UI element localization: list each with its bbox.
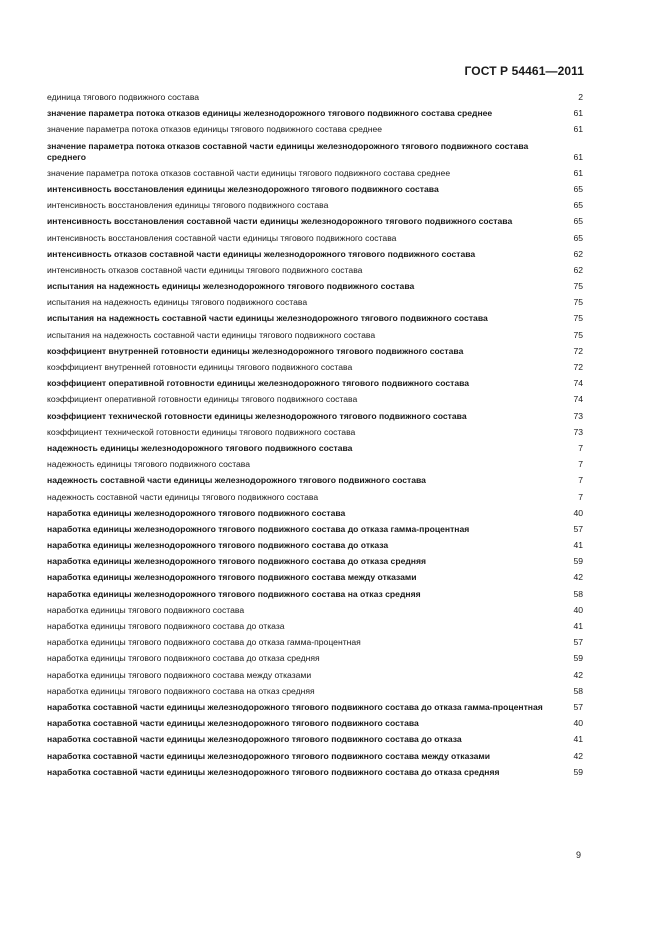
index-page-ref: 7 [578, 442, 583, 453]
index-entry [47, 524, 583, 535]
index-page-ref: 65 [573, 232, 583, 243]
index-page-ref: 72 [573, 345, 583, 356]
index-entry [47, 141, 583, 163]
index-term: наработка единицы железнодорожного тягового подвижного состава на отказ средняя [47, 588, 421, 599]
index-page-ref: 75 [573, 313, 583, 324]
index-entry [47, 637, 583, 648]
index-term: значение параметра потока отказов составной части единицы тягового подвижного состава среднее [47, 167, 451, 178]
index-page-ref: 7 [578, 459, 583, 470]
index-entry [47, 459, 583, 470]
index-term: коэффициент оперативной готовности единицы тягового подвижного состава [47, 394, 358, 405]
index-term: значение параметра потока отказов составной части единицы железнодорожного тягового подвижного состава среднего [47, 140, 529, 162]
index-page-ref: 75 [573, 329, 583, 340]
index-page-ref: 41 [573, 540, 583, 551]
index-entry [47, 394, 583, 405]
index-term: надежность единицы тягового подвижного состава [47, 459, 251, 470]
index-entry [47, 281, 583, 292]
index-page-ref: 61 [573, 167, 583, 178]
index-entry [47, 233, 583, 244]
index-term: наработка единицы железнодорожного тягового подвижного состава между отказами [47, 572, 417, 583]
index-term: коэффициент внутренней готовности единицы тягового подвижного состава [47, 362, 353, 372]
index-term: коэффициент технической готовности единицы тягового подвижного состава [47, 426, 356, 437]
index-term: коэффициент технической готовности единицы железнодорожного тягового подвижного состава [47, 410, 467, 421]
index-entry [47, 556, 583, 567]
index-term: наработка единицы тягового подвижного состава до отказа средняя [47, 653, 320, 664]
index-entry [47, 734, 583, 745]
index-entry [47, 572, 583, 583]
index-page-ref: 73 [573, 410, 583, 421]
index-page-ref: 65 [573, 200, 583, 211]
index-page-ref: 75 [573, 297, 583, 308]
document-header: ГОСТ Р 54461—2011 [464, 64, 584, 78]
index-term: значение параметра потока отказов единицы железнодорожного тягового подвижного состава среднее [47, 108, 493, 119]
index-page-ref: 59 [573, 766, 583, 777]
index-page-ref: 65 [573, 183, 583, 194]
index-term: наработка составной части единицы железнодорожного тягового подвижного состава до отказа гамма-процентная [47, 701, 543, 712]
index-entry [47, 184, 583, 195]
index-term: наработка единицы тягового подвижного состава на отказ средняя [47, 685, 315, 696]
index-entry [47, 346, 583, 357]
index-page-ref: 61 [573, 151, 583, 162]
index-entry [47, 605, 583, 616]
index-entry [47, 540, 583, 551]
index-entry [47, 200, 583, 211]
index-entry [47, 443, 583, 454]
index-term: надежность единицы железнодорожного тягового подвижного состава [47, 442, 353, 453]
index-entry [47, 265, 583, 276]
index-entry [47, 427, 583, 438]
index-term: наработка единицы тягового подвижного состава [47, 604, 245, 615]
index-page-ref: 41 [573, 621, 583, 631]
index-entry [47, 686, 583, 697]
index-term: наработка составной части единицы железнодорожного тягового подвижного состава до отказа средняя [47, 766, 500, 777]
index-page-ref: 7 [578, 491, 583, 502]
index-entry [47, 475, 583, 486]
index-entry [47, 702, 583, 713]
index-term: значение параметра потока отказов единицы тягового подвижного состава среднее [47, 124, 383, 135]
index-term: интенсивность отказов составной части единицы тягового подвижного состава [47, 264, 363, 275]
index-entry [47, 670, 583, 681]
index-page-ref: 40 [573, 718, 583, 729]
index-term: испытания на надежность составной части единицы железнодорожного тягового подвижного состава [47, 313, 488, 324]
index-entry [47, 767, 583, 778]
index-term: наработка единицы тягового подвижного состава между отказами [47, 669, 312, 680]
index-page-ref: 62 [573, 264, 583, 275]
index-term: интенсивность восстановления составной части единицы железнодорожного тягового подвижного состава [47, 216, 513, 227]
index-page-ref: 73 [573, 426, 583, 437]
index-entry [47, 589, 583, 600]
index-term: испытания на надежность составной части единицы тягового подвижного состава [47, 329, 376, 340]
index-page-ref: 2 [578, 92, 583, 102]
index-page-ref: 57 [573, 523, 583, 534]
index-term: наработка единицы тягового подвижного состава до отказа гамма-процентная [47, 637, 361, 648]
index-page-ref: 42 [573, 750, 583, 761]
index-term: единица тягового подвижного состава [47, 92, 200, 102]
index-page-ref: 40 [573, 604, 583, 615]
index-page-ref: 41 [573, 734, 583, 745]
index-entry [47, 297, 583, 308]
index-page-ref: 75 [573, 281, 583, 292]
index-entry [47, 108, 583, 119]
index-page-ref: 40 [573, 507, 583, 518]
index-entry [47, 362, 583, 373]
index-entry [47, 751, 583, 762]
index-page-ref: 72 [573, 362, 583, 372]
index-entry [47, 411, 583, 422]
index-term: наработка составной части единицы железнодорожного тягового подвижного состава [47, 718, 419, 729]
term-index [47, 92, 583, 783]
index-term: интенсивность восстановления единицы железнодорожного тягового подвижного состава [47, 183, 439, 194]
index-term: надежность составной части единицы железнодорожного тягового подвижного состава [47, 475, 426, 486]
index-entry [47, 653, 583, 664]
index-term: наработка составной части единицы железнодорожного тягового подвижного состава между отказами [47, 750, 491, 761]
index-entry [47, 718, 583, 729]
index-page-ref: 58 [573, 685, 583, 696]
index-term: наработка единицы железнодорожного тягового подвижного состава до отказа гамма-процентная [47, 523, 470, 534]
index-entry [47, 124, 583, 135]
index-term: коэффициент внутренней готовности единицы железнодорожного тягового подвижного состава [47, 345, 464, 356]
index-page-ref: 59 [573, 653, 583, 664]
index-page-ref: 59 [573, 556, 583, 567]
index-page-ref: 57 [573, 701, 583, 712]
index-entry [47, 313, 583, 324]
index-entry [47, 508, 583, 519]
index-entry [47, 92, 583, 103]
index-entry [47, 330, 583, 341]
index-term: наработка составной части единицы железнодорожного тягового подвижного состава до отказа [47, 734, 462, 745]
index-entry [47, 249, 583, 260]
index-page-ref: 62 [573, 248, 583, 259]
index-page-ref: 61 [573, 108, 583, 119]
index-term: интенсивность отказов составной части единицы железнодорожного тягового подвижного состава [47, 248, 476, 259]
index-term: наработка единицы железнодорожного тягового подвижного состава до отказа средняя [47, 556, 427, 567]
index-term: интенсивность восстановления составной части единицы тягового подвижного состава [47, 232, 397, 243]
page-number: 9 [575, 850, 581, 860]
index-term: наработка единицы железнодорожного тягового подвижного состава до отказа [47, 540, 389, 551]
index-page-ref: 65 [573, 216, 583, 227]
index-term: наработка единицы железнодорожного тягового подвижного состава [47, 507, 346, 518]
index-term: наработка единицы тягового подвижного состава до отказа [47, 621, 285, 631]
index-page-ref: 58 [573, 588, 583, 599]
index-page-ref: 61 [573, 124, 583, 135]
index-page-ref: 7 [578, 475, 583, 486]
index-page-ref: 42 [573, 669, 583, 680]
index-page-ref: 74 [573, 394, 583, 405]
index-term: коэффициент оперативной готовности единицы железнодорожного тягового подвижного состава [47, 378, 470, 389]
index-page-ref: 42 [573, 572, 583, 583]
index-term: испытания на надежность единицы тягового подвижного состава [47, 297, 308, 308]
index-term: испытания на надежность единицы железнодорожного тягового подвижного состава [47, 281, 415, 292]
index-entry [47, 492, 583, 503]
index-entry [47, 168, 583, 179]
index-entry [47, 621, 583, 632]
index-entry [47, 378, 583, 389]
index-page-ref: 74 [573, 378, 583, 389]
index-page-ref: 57 [573, 637, 583, 648]
index-term: интенсивность восстановления единицы тягового подвижного состава [47, 200, 329, 211]
index-term: надежность составной части единицы тягового подвижного состава [47, 491, 319, 502]
index-entry [47, 216, 583, 227]
